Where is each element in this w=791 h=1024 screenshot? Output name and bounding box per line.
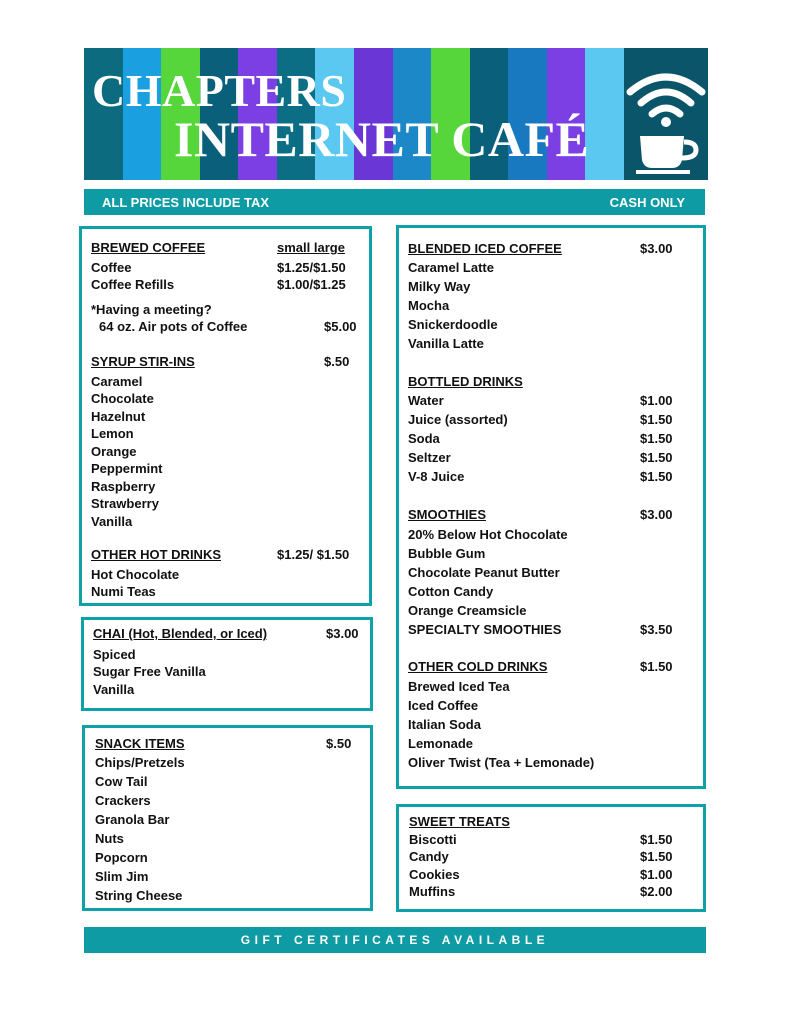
menu-item-price: $1.50 <box>640 450 673 465</box>
snacks-header: SNACK ITEMS <box>95 736 185 751</box>
gift-certificates-bar: GIFT CERTIFICATES AVAILABLE <box>84 927 706 953</box>
snacks-section <box>95 734 365 905</box>
list-item: Popcorn <box>95 850 148 865</box>
list-item: Hot Chocolate <box>91 566 180 582</box>
list-item: Mocha <box>408 298 450 313</box>
menu-item-price: $1.00/$1.25 <box>277 277 346 292</box>
other-hot-section <box>91 546 363 601</box>
menu-item-price: $1.00 <box>640 393 673 408</box>
menu-item-price: $2.00 <box>640 884 673 899</box>
menu-item-name: Seltzer <box>408 450 451 465</box>
list-item: Caramel Latte <box>408 260 494 275</box>
specialty-smoothies: SPECIALTY SMOOTHIES <box>408 622 562 637</box>
other-hot-price: $1.25/ $1.50 <box>277 547 350 562</box>
list-item: Nuts <box>95 831 124 846</box>
list-item: Snickerdoodle <box>408 317 498 332</box>
list-item: Slim Jim <box>95 869 149 884</box>
other-cold-section <box>408 657 698 772</box>
list-item: Orange <box>91 443 137 459</box>
list-item: Raspberry <box>91 478 156 494</box>
syrup-section <box>91 353 363 530</box>
air-pot-item: 64 oz. Air pots of Coffee <box>99 319 248 334</box>
list-item: Cotton Candy <box>408 584 494 599</box>
list-item: Vanilla <box>91 513 133 529</box>
list-item: Lemon <box>91 426 134 441</box>
menu-item-price: $1.25/$1.50 <box>277 259 346 275</box>
menu-item-name: Juice (assorted) <box>408 412 508 427</box>
menu-item-name: Candy <box>409 849 449 864</box>
wifi-coffee-cup-icon <box>624 48 708 180</box>
brewed-coffee-section <box>91 239 363 336</box>
list-item: Oliver Twist (Tea + Lemonade) <box>408 755 595 770</box>
menu-item-price: $1.50 <box>640 431 673 446</box>
icon-panel <box>624 48 708 180</box>
menu-item-price: $1.50 <box>640 469 673 484</box>
meeting-note: *Having a meeting? <box>91 301 212 317</box>
list-item: Milky Way <box>408 279 471 294</box>
list-item: Numi Teas <box>91 584 156 599</box>
blended-price: $3.00 <box>640 241 673 256</box>
menu-item-price: $1.50 <box>640 831 673 847</box>
list-item: Bubble Gum <box>408 546 486 561</box>
chai-section <box>93 625 365 698</box>
sweets-header: SWEET TREATS <box>409 814 510 829</box>
specialty-price: $3.50 <box>640 622 673 637</box>
list-item: Strawberry <box>91 496 159 511</box>
menu-item-price: $1.00 <box>640 866 673 882</box>
size-header: small large <box>277 240 345 255</box>
list-item: Chips/Pretzels <box>95 755 185 770</box>
list-item: Brewed Iced Tea <box>408 679 510 694</box>
menu-item-price: $1.50 <box>640 412 673 427</box>
list-item: Hazelnut <box>91 408 146 424</box>
title-line-1: CHAPTERS <box>92 65 347 116</box>
list-item: Granola Bar <box>95 812 170 827</box>
menu-item-name: Biscotti <box>409 831 457 847</box>
air-pot-price: $5.00 <box>324 319 357 334</box>
smoothies-section <box>408 505 698 639</box>
list-item: Vanilla Latte <box>408 336 484 351</box>
other-cold-header: OTHER COLD DRINKS <box>408 659 548 674</box>
smoothies-header: SMOOTHIES <box>408 507 487 522</box>
snacks-price: $.50 <box>326 736 352 751</box>
cash-only-notice: CASH ONLY <box>609 195 685 210</box>
other-cold-price: $1.50 <box>640 659 673 674</box>
syrup-header: SYRUP STIR-INS <box>91 354 195 369</box>
menu-item-name: Soda <box>408 431 440 446</box>
syrup-price: $.50 <box>324 354 350 369</box>
menu-item-name: Cookies <box>409 866 460 882</box>
list-item: Chocolate Peanut Butter <box>408 565 560 580</box>
list-item: String Cheese <box>95 888 183 903</box>
list-item: Vanilla <box>93 681 135 697</box>
chai-price: $3.00 <box>326 626 359 641</box>
banner-stripe <box>585 48 624 180</box>
blended-section <box>408 239 698 353</box>
list-item: 20% Below Hot Chocolate <box>408 527 568 542</box>
list-item: Spiced <box>93 646 136 662</box>
menu-item-price: $1.50 <box>640 849 673 864</box>
tax-notice: ALL PRICES INCLUDE TAX <box>102 195 270 210</box>
notice-bar <box>84 189 705 215</box>
title-line-2: INTERNET CAFÉ <box>174 111 590 167</box>
menu-item-name: Coffee Refills <box>91 277 175 292</box>
other-hot-header: OTHER HOT DRINKS <box>91 547 221 562</box>
sweets-section <box>409 813 699 901</box>
list-item: Orange Creamsicle <box>408 603 527 618</box>
list-item: Chocolate <box>91 391 154 406</box>
list-item: Italian Soda <box>408 717 481 732</box>
chai-header: CHAI (Hot, Blended, or Iced) <box>93 626 268 641</box>
brewed-coffee-header: BREWED COFFEE <box>91 240 206 255</box>
menu-item-name: Coffee <box>91 259 132 275</box>
list-item: Lemonade <box>408 736 474 751</box>
bottled-section <box>408 372 698 486</box>
menu-item-name: V-8 Juice <box>408 469 465 484</box>
menu-item-name: Water <box>408 393 444 408</box>
list-item: Crackers <box>95 793 151 808</box>
blended-header: BLENDED ICED COFFEE <box>408 241 562 256</box>
list-item: Iced Coffee <box>408 698 479 713</box>
bottled-header: BOTTLED DRINKS <box>408 374 523 389</box>
header-banner <box>84 48 708 180</box>
menu-item-name: Muffins <box>409 884 456 899</box>
list-item: Sugar Free Vanilla <box>93 664 206 679</box>
syrup-list <box>91 373 363 531</box>
list-item: Cow Tail <box>95 774 148 789</box>
list-item: Peppermint <box>91 461 163 476</box>
list-item: Caramel <box>91 373 143 389</box>
smoothies-price: $3.00 <box>640 507 673 522</box>
